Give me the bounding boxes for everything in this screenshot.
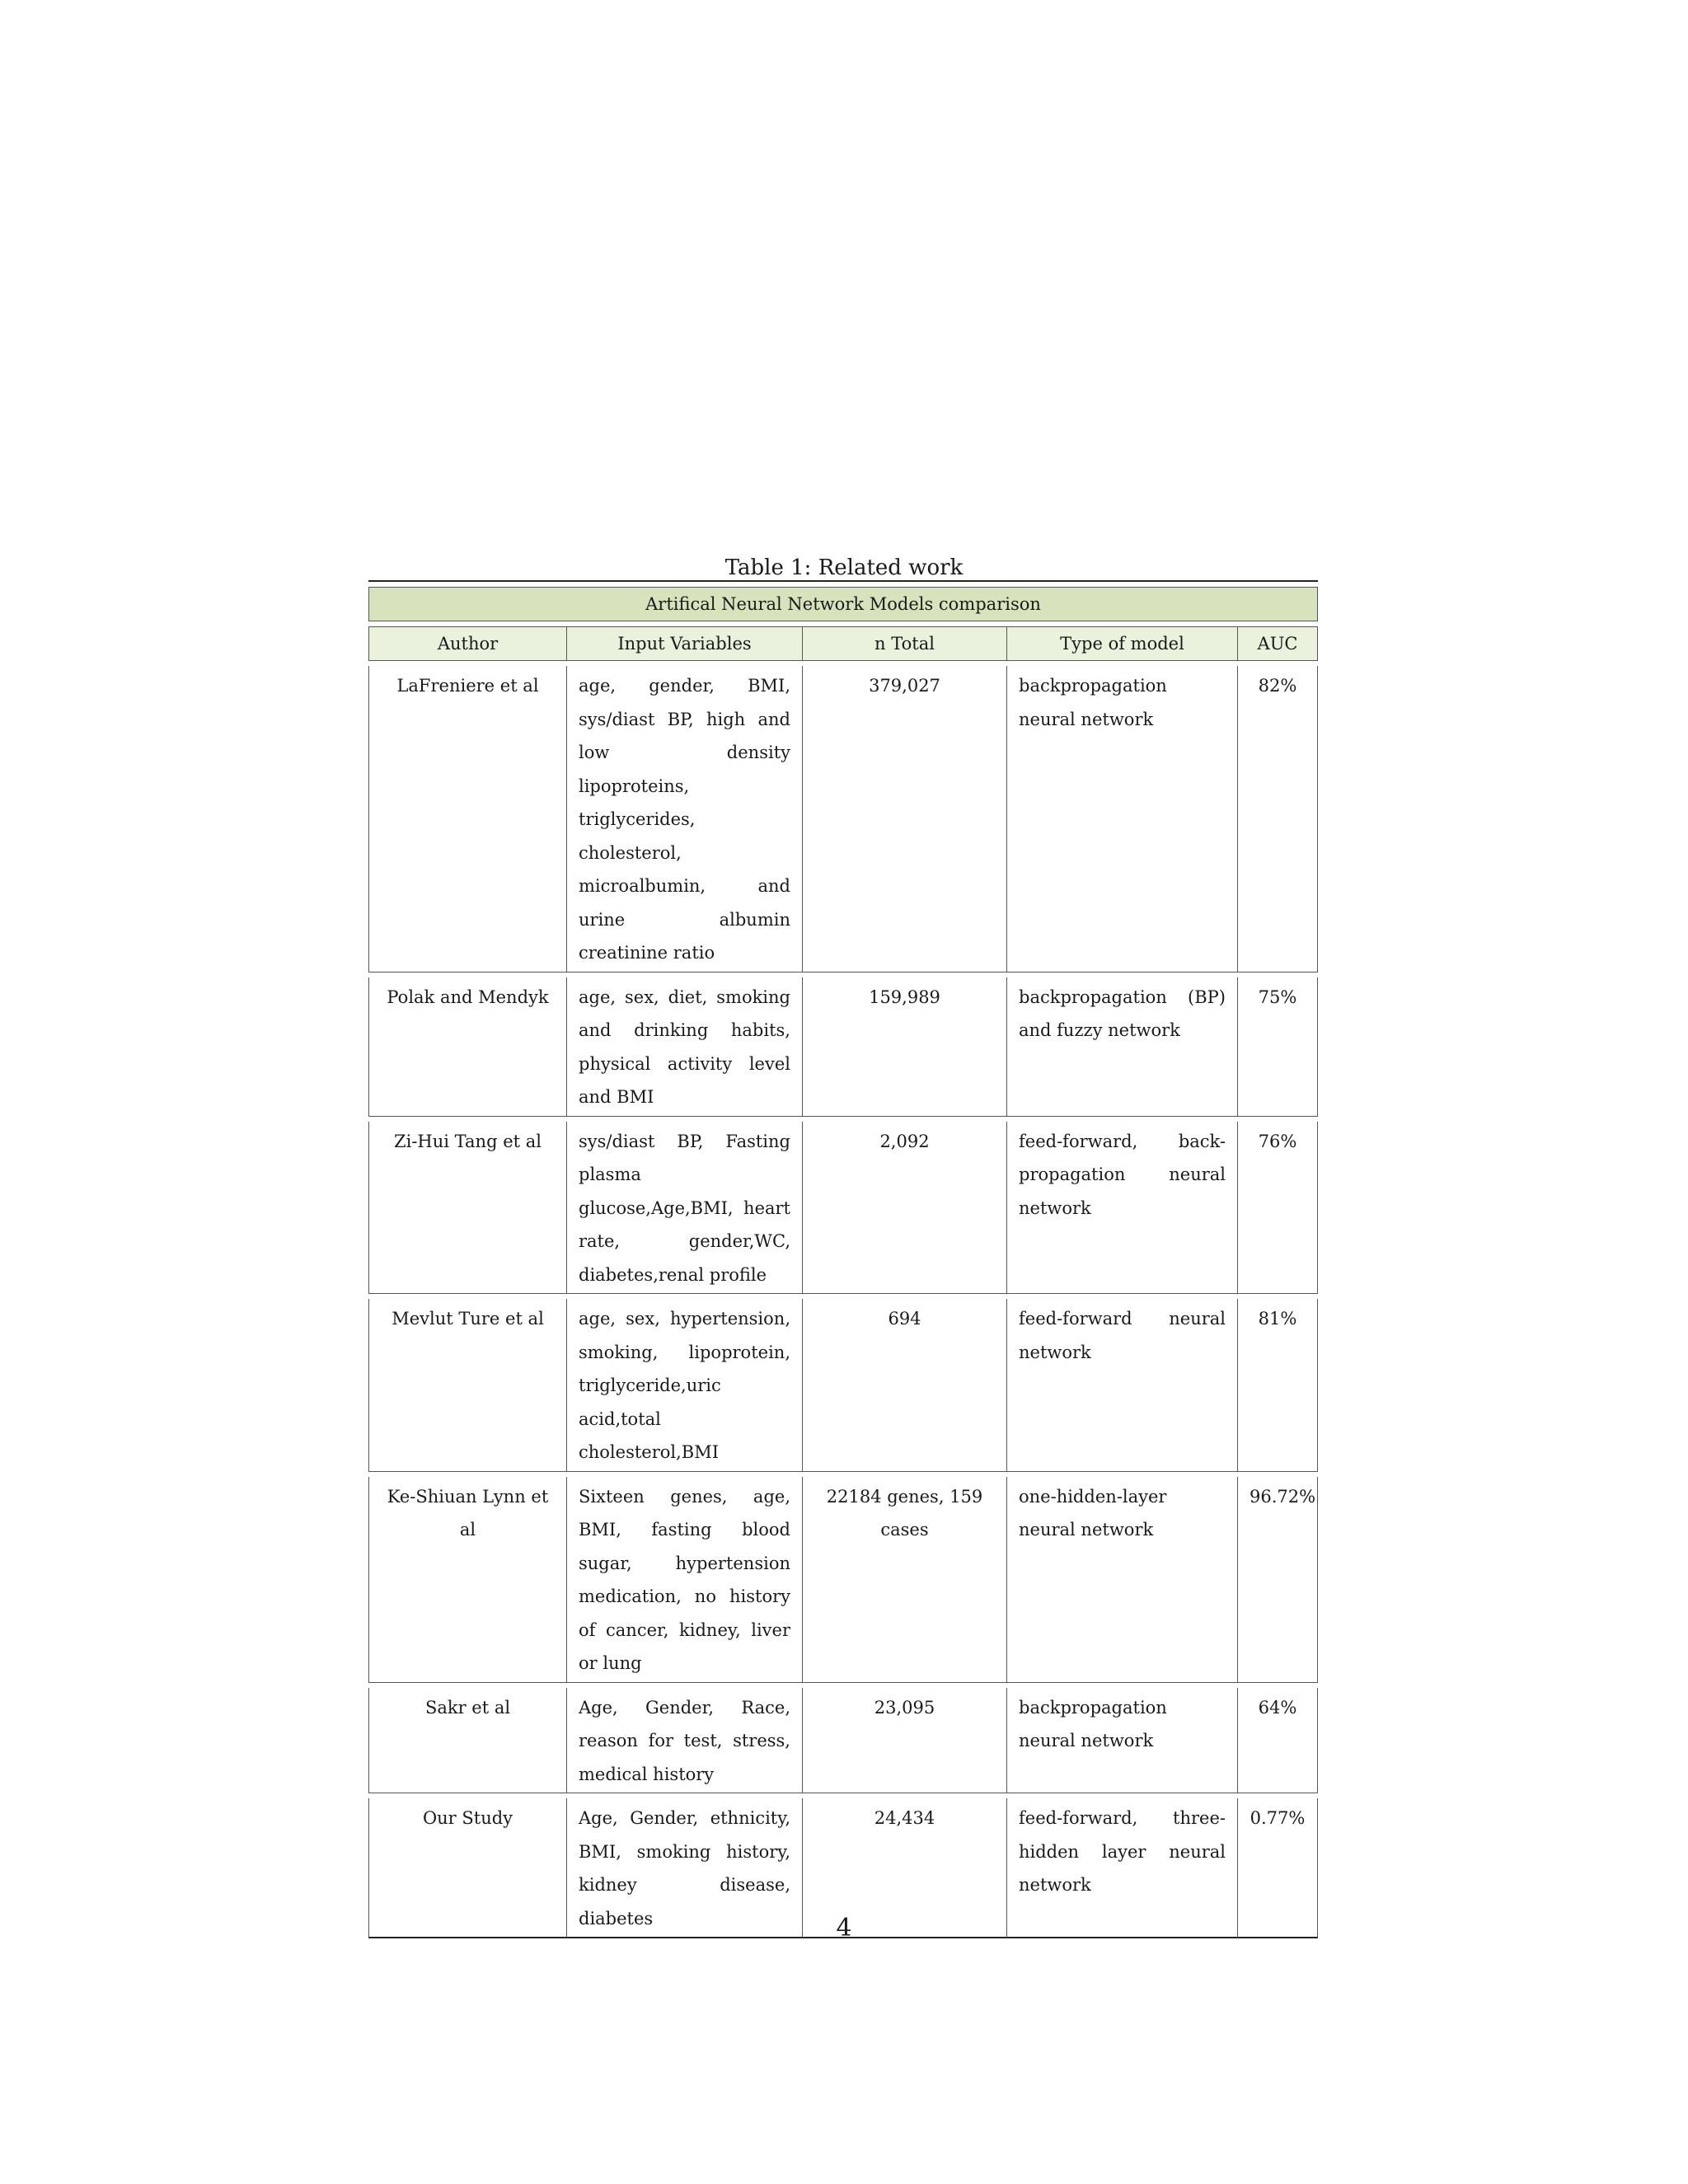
group-header: Artifical Neural Network Models comparison [368,587,1318,621]
cell-author: Mevlut Ture et al [368,1299,566,1472]
cell-input-variables: age, gender, BMI, sys/diast BP, high and low density lipoproteins, triglycerides, cholesterol, microalbumin, and urine albumin creatinine ratio [566,666,802,972]
cell-type-of-model: feed-forward neural network [1006,1299,1237,1472]
cell-author: Polak and Mendyk [368,977,566,1117]
page-number: 4 [836,1914,852,1943]
column-header-auc: AUC [1237,626,1318,661]
table-row [368,1688,1318,1794]
column-header-author: Author [368,626,566,661]
cell-auc: 64% [1237,1688,1318,1794]
cell-n-total: 159,989 [802,977,1006,1117]
cell-type-of-model: backpropagation (BP) and fuzzy network [1006,977,1237,1117]
table-caption: Table 1: Related work [724,555,964,580]
table-row [368,666,1318,972]
cell-n-total: 379,027 [802,666,1006,972]
cell-input-variables: age, sex, hypertension, smoking, lipoprotein, triglyceride,uric acid,total cholesterol,BMI [566,1299,802,1472]
cell-type-of-model: feed-forward, back-propagation neural network [1006,1122,1237,1295]
cell-n-total: 22184 genes, 159 cases [802,1477,1006,1683]
cell-type-of-model: backpropagation neural network [1006,666,1237,972]
column-header-input-variables: Input Variables [566,626,802,661]
related-work-table [368,580,1318,1938]
cell-n-total: 2,092 [802,1122,1006,1295]
column-header-row [368,626,1318,661]
cell-author: Ke-Shiuan Lynn et al [368,1477,566,1683]
cell-author: Sakr et al [368,1688,566,1794]
cell-type-of-model: backpropagation neural network [1006,1688,1237,1794]
column-header-n-total: n Total [802,626,1006,661]
table-row [368,977,1318,1117]
cell-author: Our Study [368,1798,566,1938]
cell-n-total: 694 [802,1299,1006,1472]
table-row [368,1299,1318,1472]
column-header-type-of-model: Type of model [1006,626,1237,661]
cell-n-total: 23,095 [802,1688,1006,1794]
cell-type-of-model: one-hidden-layer neural network [1006,1477,1237,1683]
cell-input-variables: age, sex, diet, smoking and drinking habits, physical activity level and BMI [566,977,802,1117]
cell-author: Zi-Hui Tang et al [368,1122,566,1295]
table-row [368,1122,1318,1295]
cell-auc: 76% [1237,1122,1318,1295]
group-header-row [368,587,1318,621]
cell-input-variables: Age, Gender, Race, reason for test, stress, medical history [566,1688,802,1794]
cell-input-variables: Sixteen genes, age, BMI, fasting blood sugar, hypertension medication, no history of cancer, kidney, liver or lung [566,1477,802,1683]
cell-auc: 0.77% [1237,1798,1318,1938]
cell-auc: 82% [1237,666,1318,972]
cell-type-of-model: feed-forward, three-hidden layer neural network [1006,1798,1237,1938]
cell-auc: 75% [1237,977,1318,1117]
cell-n-total: 24,434 [802,1798,1006,1938]
cell-auc: 96.72% [1237,1477,1318,1683]
cell-input-variables: sys/diast BP, Fasting plasma glucose,Age,BMI, heart rate, gender,WC, diabetes,renal profile [566,1122,802,1295]
cell-author: LaFreniere et al [368,666,566,972]
table-row [368,1477,1318,1683]
cell-auc: 81% [1237,1299,1318,1472]
cell-input-variables: Age, Gender, ethnicity, BMI, smoking history, kidney disease, diabetes [566,1798,802,1938]
